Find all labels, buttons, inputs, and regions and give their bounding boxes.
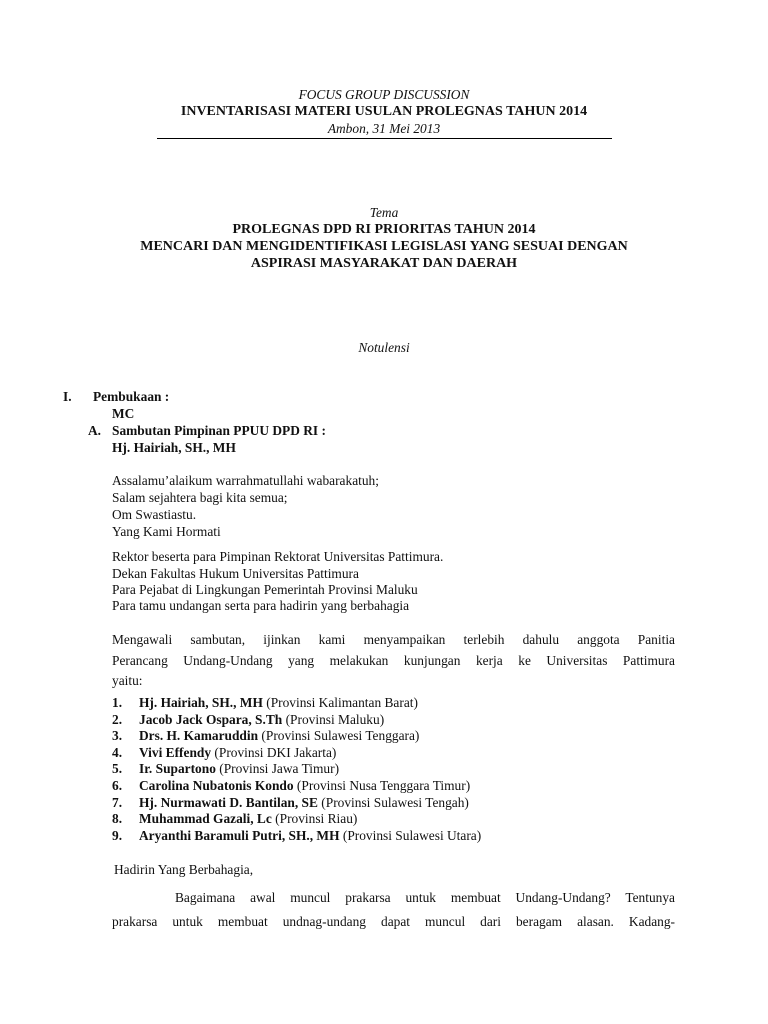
item-number: 9. — [112, 827, 123, 843]
item-number: 3. — [112, 728, 123, 744]
notes-label: Notulensi — [358, 340, 410, 355]
section-heading: Pembukaan : — [93, 389, 170, 404]
closing-paragraph-line: prakarsa untuk membuat undnag-undang dapat muncul dari beragam alasan. Kadang- — [112, 914, 675, 929]
audience-address: Hadirin Yang Berbahagia, — [114, 862, 254, 877]
document-title: INVENTARISASI MATERI USULAN PROLEGNAS TAHUN 2014 — [180, 104, 588, 119]
subsection-letter: A. — [88, 423, 102, 438]
event-type: FOCUS GROUP DISCUSSION — [298, 87, 470, 102]
theme-line-1: PROLEGNAS DPD RI PRIORITAS TAHUN 2014 — [232, 222, 536, 237]
list-item — [112, 828, 481, 845]
closing-paragraph-line: Bagaimana awal muncul prakarsa untuk membuat Undang-Undang? Tentunya — [175, 890, 675, 905]
theme-line-3: ASPIRASI MASYARAKAT DAN DAERAH — [250, 256, 518, 271]
member-province: (Provinsi Sulawesi Tengah) — [321, 794, 469, 810]
section-numeral: I. — [63, 389, 72, 404]
honored-line: Dekan Fakultas Hukum Universitas Pattimura — [112, 566, 359, 581]
member-name: Jacob Jack Ospara, S.Th — [139, 711, 283, 727]
member-name: Aryanthi Baramuli Putri, SH., MH — [139, 827, 340, 843]
item-number: 1. — [112, 695, 123, 710]
member-name: Vivi Effendy — [139, 744, 212, 760]
member-name: Hj. Nurmawati D. Bantilan, SE — [139, 794, 318, 810]
greeting-line: Salam sejahtera bagi kita semua; — [112, 490, 288, 505]
theme-label: Tema — [369, 205, 399, 220]
members-list — [112, 695, 481, 844]
list-item — [112, 745, 481, 762]
greeting-line: Om Swastiastu. — [112, 507, 197, 522]
list-item — [112, 761, 481, 778]
greeting-line: Assalamu’alaikum warrahmatullahi wabarakatuh; — [112, 473, 379, 488]
member-province: (Provinsi DKI Jakarta) — [214, 744, 337, 760]
member-province: (Provinsi Nusa Tenggara Timur) — [296, 777, 471, 793]
place-date: Ambon, 31 Mei 2013 — [327, 121, 441, 136]
item-number: 7. — [112, 794, 123, 810]
item-number: 5. — [112, 761, 123, 777]
member-province: (Provinsi Sulawesi Tenggara) — [261, 728, 420, 744]
theme-line-2: MENCARI DAN MENGIDENTIFIKASI LEGISLASI YANG SESUAI DENGAN — [140, 239, 628, 254]
item-number: 8. — [112, 811, 123, 827]
member-name: Ir. Supartono — [139, 761, 216, 777]
member-name: Hj. Hairiah, SH., MH — [139, 695, 263, 710]
list-item — [112, 811, 481, 828]
list-item — [112, 712, 481, 729]
honored-line: Para tamu undangan serta para hadirin yang berbahagia — [112, 598, 410, 613]
subsection-heading: Sambutan Pimpinan PPUU DPD RI : — [112, 423, 326, 438]
member-province: (Provinsi Riau) — [275, 811, 358, 827]
honored-line: Rektor beserta para Pimpinan Rektorat Universitas Pattimura. — [112, 549, 444, 564]
speaker-name: Hj. Hairiah, SH., MH — [112, 440, 236, 455]
member-name: Carolina Nubatonis Kondo — [139, 777, 294, 793]
member-province: (Provinsi Sulawesi Utara) — [342, 827, 482, 843]
item-number: 2. — [112, 711, 123, 727]
honored-line: Para Pejabat di Lingkungan Pemerintah Provinsi Maluku — [112, 582, 418, 597]
list-item — [112, 695, 481, 712]
intro-paragraph-line: yaitu: — [112, 673, 143, 688]
list-item — [112, 778, 481, 795]
intro-paragraph-line: Mengawali sambutan, ijinkan kami menyampaikan terlebih dahulu anggota Panitia — [112, 632, 675, 647]
member-name: Drs. H. Kamaruddin — [139, 728, 259, 744]
intro-paragraph-line: Perancang Undang-Undang yang melakukan kunjungan kerja ke Universitas Pattimura — [112, 653, 675, 668]
member-province: (Provinsi Kalimantan Barat) — [266, 695, 418, 710]
member-province: (Provinsi Jawa Timur) — [219, 761, 340, 777]
greeting-line: Yang Kami Hormati — [112, 524, 221, 539]
list-item — [112, 795, 481, 812]
item-number: 4. — [112, 744, 123, 760]
header-divider — [157, 138, 612, 139]
item-number: 6. — [112, 777, 123, 793]
list-item — [112, 728, 481, 745]
member-province: (Provinsi Maluku) — [285, 711, 385, 727]
member-name: Muhammad Gazali, Lc — [139, 811, 272, 827]
mc-label: MC — [112, 406, 135, 421]
